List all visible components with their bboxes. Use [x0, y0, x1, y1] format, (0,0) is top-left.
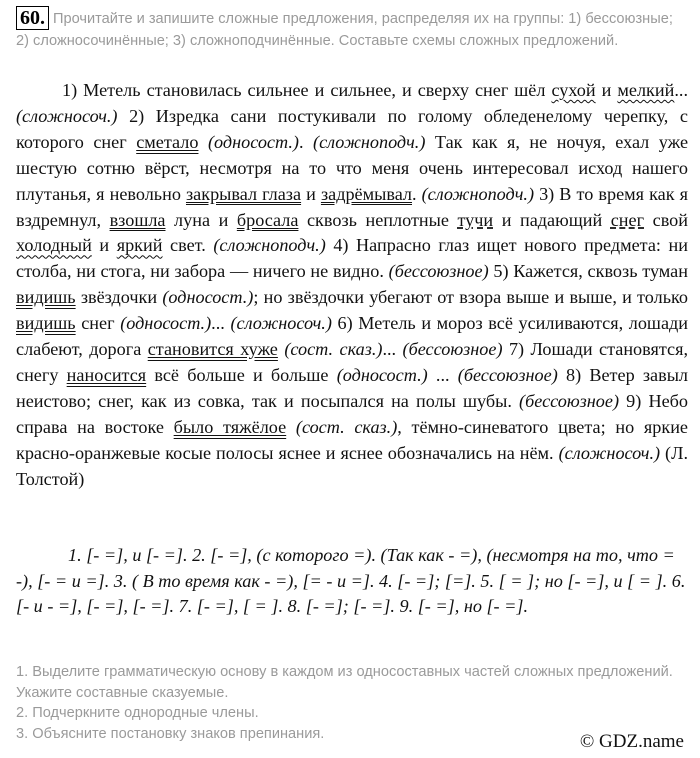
text-fragment: снег	[75, 313, 121, 334]
annotation: (односост.)	[120, 313, 212, 334]
underlined-word: наносится	[66, 364, 147, 385]
text-fragment: всё больше и больше	[146, 364, 337, 385]
text-fragment: .	[298, 131, 314, 152]
text-fragment: 1) Метель становилась сильнее и сильнее, и сверху снег шёл	[62, 80, 552, 100]
annotation: (сложносоч.)	[558, 442, 661, 463]
underlined-word: видишь	[16, 313, 76, 334]
annotation: (сложносоч.)	[16, 105, 118, 126]
underlined-word: сухой	[551, 80, 596, 100]
question-item: 3. Объясните постановку знаков препинания.	[16, 725, 325, 742]
annotation: (сост. сказ.)	[295, 416, 398, 437]
underlined-word: становится хуже	[147, 339, 278, 360]
text-fragment: и	[91, 235, 117, 256]
underlined-word: задрёмывал	[320, 183, 412, 204]
text-fragment: 5) Кажется, сквозь туман	[488, 261, 688, 282]
annotation: (бессоюзное)	[402, 339, 503, 360]
task-header	[16, 6, 688, 52]
main-text	[16, 78, 688, 493]
task-instruction: Прочитайте и запишите сложные предложения, распределяя их на группы: 1) бессоюзные; 2) сложносочинённые; 3) сложноподчинённые. Составьте схемы сложных предложений.	[16, 11, 673, 49]
underlined-word: сметало	[136, 131, 199, 152]
text-fragment: , тёмно-синеватого цвета; но яркие красно-оранжевые косые полосы яснее и яснее обозначались на нём.	[16, 416, 689, 463]
underlined-word: холодный	[16, 235, 92, 256]
text-fragment: ...	[427, 364, 458, 385]
underlined-word: тучи	[457, 209, 494, 230]
text-fragment: .	[412, 183, 422, 204]
annotation: (сложноподч.)	[313, 131, 426, 152]
annotation: (сложносоч.)	[230, 313, 332, 334]
question-item: 1. Выделите грамматическую основу в каждом из односоставных частей сложных предложений. Укажите составные сказуемые.	[16, 664, 673, 701]
sentence-schemes: 1. [- =], и [- =]. 2. [- =], (с которого =). (Так как - =), (несмотря на то, что = -), [- = и =]. 3. ( В то время как - =), [= - и =]. 4. [- =]; [=]. 5. [ = ]; но [- =], и [ = ]. 6. [- и - =], [- =], [- =]. 7. [- =], [ = ]. 8. [- =]; [- =]. 9. [- =], но [- =].	[16, 545, 686, 616]
annotation: (бессоюзное)	[519, 390, 620, 411]
watermark: © GDZ.name	[579, 731, 684, 752]
underlined-word: закрывал глаза	[185, 183, 302, 204]
text-fragment: луна и	[165, 209, 237, 230]
text-fragment: свой	[644, 209, 688, 230]
underlined-word: снег	[610, 209, 645, 230]
text-fragment: и падающий	[493, 209, 611, 230]
text-fragment: Так как я, не ночуя, ехал уже шестую сотню вёрст, несмотря на то что меня очень интересовал исход нашего плутанья, я невольно	[16, 131, 689, 204]
text-fragment: ; но звёздочки убегают от взора выше и выше, и только	[253, 287, 688, 308]
question-item: 2. Подчеркните однородные члены.	[16, 705, 259, 721]
text-fragment: сквозь неплотные	[298, 209, 458, 230]
text-fragment: свет.	[162, 235, 214, 256]
underlined-word: видишь	[16, 287, 76, 308]
underlined-word: было тяжёлое	[173, 416, 287, 437]
text-fragment: 8) Ветер завыл неистово; снег, как из совка, так и посыпался на полы шубы.	[16, 364, 689, 411]
underlined-word: яркий	[116, 235, 163, 256]
underlined-word: бросала	[236, 209, 299, 230]
underlined-word: мелкий	[617, 80, 675, 100]
annotation: (односост.)	[162, 287, 254, 308]
author: (Л. Толстой)	[16, 442, 688, 489]
task-number: 60.	[16, 6, 49, 30]
annotation: (сост. сказ.)	[284, 339, 383, 360]
annotation: (бессоюзное)	[457, 364, 558, 385]
annotation: (сложноподч.)	[421, 183, 535, 204]
text-fragment: 7) Лошади становятся, снегу	[16, 339, 689, 385]
text-fragment: 2) Изредка сани постукивали по голому обледенелому черепку, с которого снег	[16, 105, 688, 152]
underlined-word: взошла	[109, 209, 166, 230]
text-fragment: 4) Напрасно глаз ищет нового предмета: ни столба, ни стога, ни забора — ничего не видно.	[16, 235, 688, 282]
text-fragment: ...	[211, 313, 231, 334]
annotation: (односост.)	[207, 131, 299, 152]
text-fragment: ...	[674, 80, 688, 100]
text-fragment: и	[301, 183, 321, 204]
text-fragment	[198, 132, 208, 152]
annotation: (бессоюзное)	[388, 261, 489, 282]
text-fragment: звёздочки	[75, 287, 163, 308]
text-fragment: 6) Метель и мороз всё усиливаются, лошади слабеют, дорога	[16, 313, 688, 360]
text-fragment: 3) В то время как я вздремнул,	[16, 183, 688, 230]
annotation: (сложноподч.)	[213, 235, 326, 256]
text-fragment: и	[595, 80, 618, 100]
text-fragment	[286, 417, 296, 437]
text-fragment: ...	[382, 339, 403, 360]
text-fragment: 9) Небо справа на востоке	[16, 390, 688, 437]
annotation: (односост.)	[336, 364, 428, 385]
